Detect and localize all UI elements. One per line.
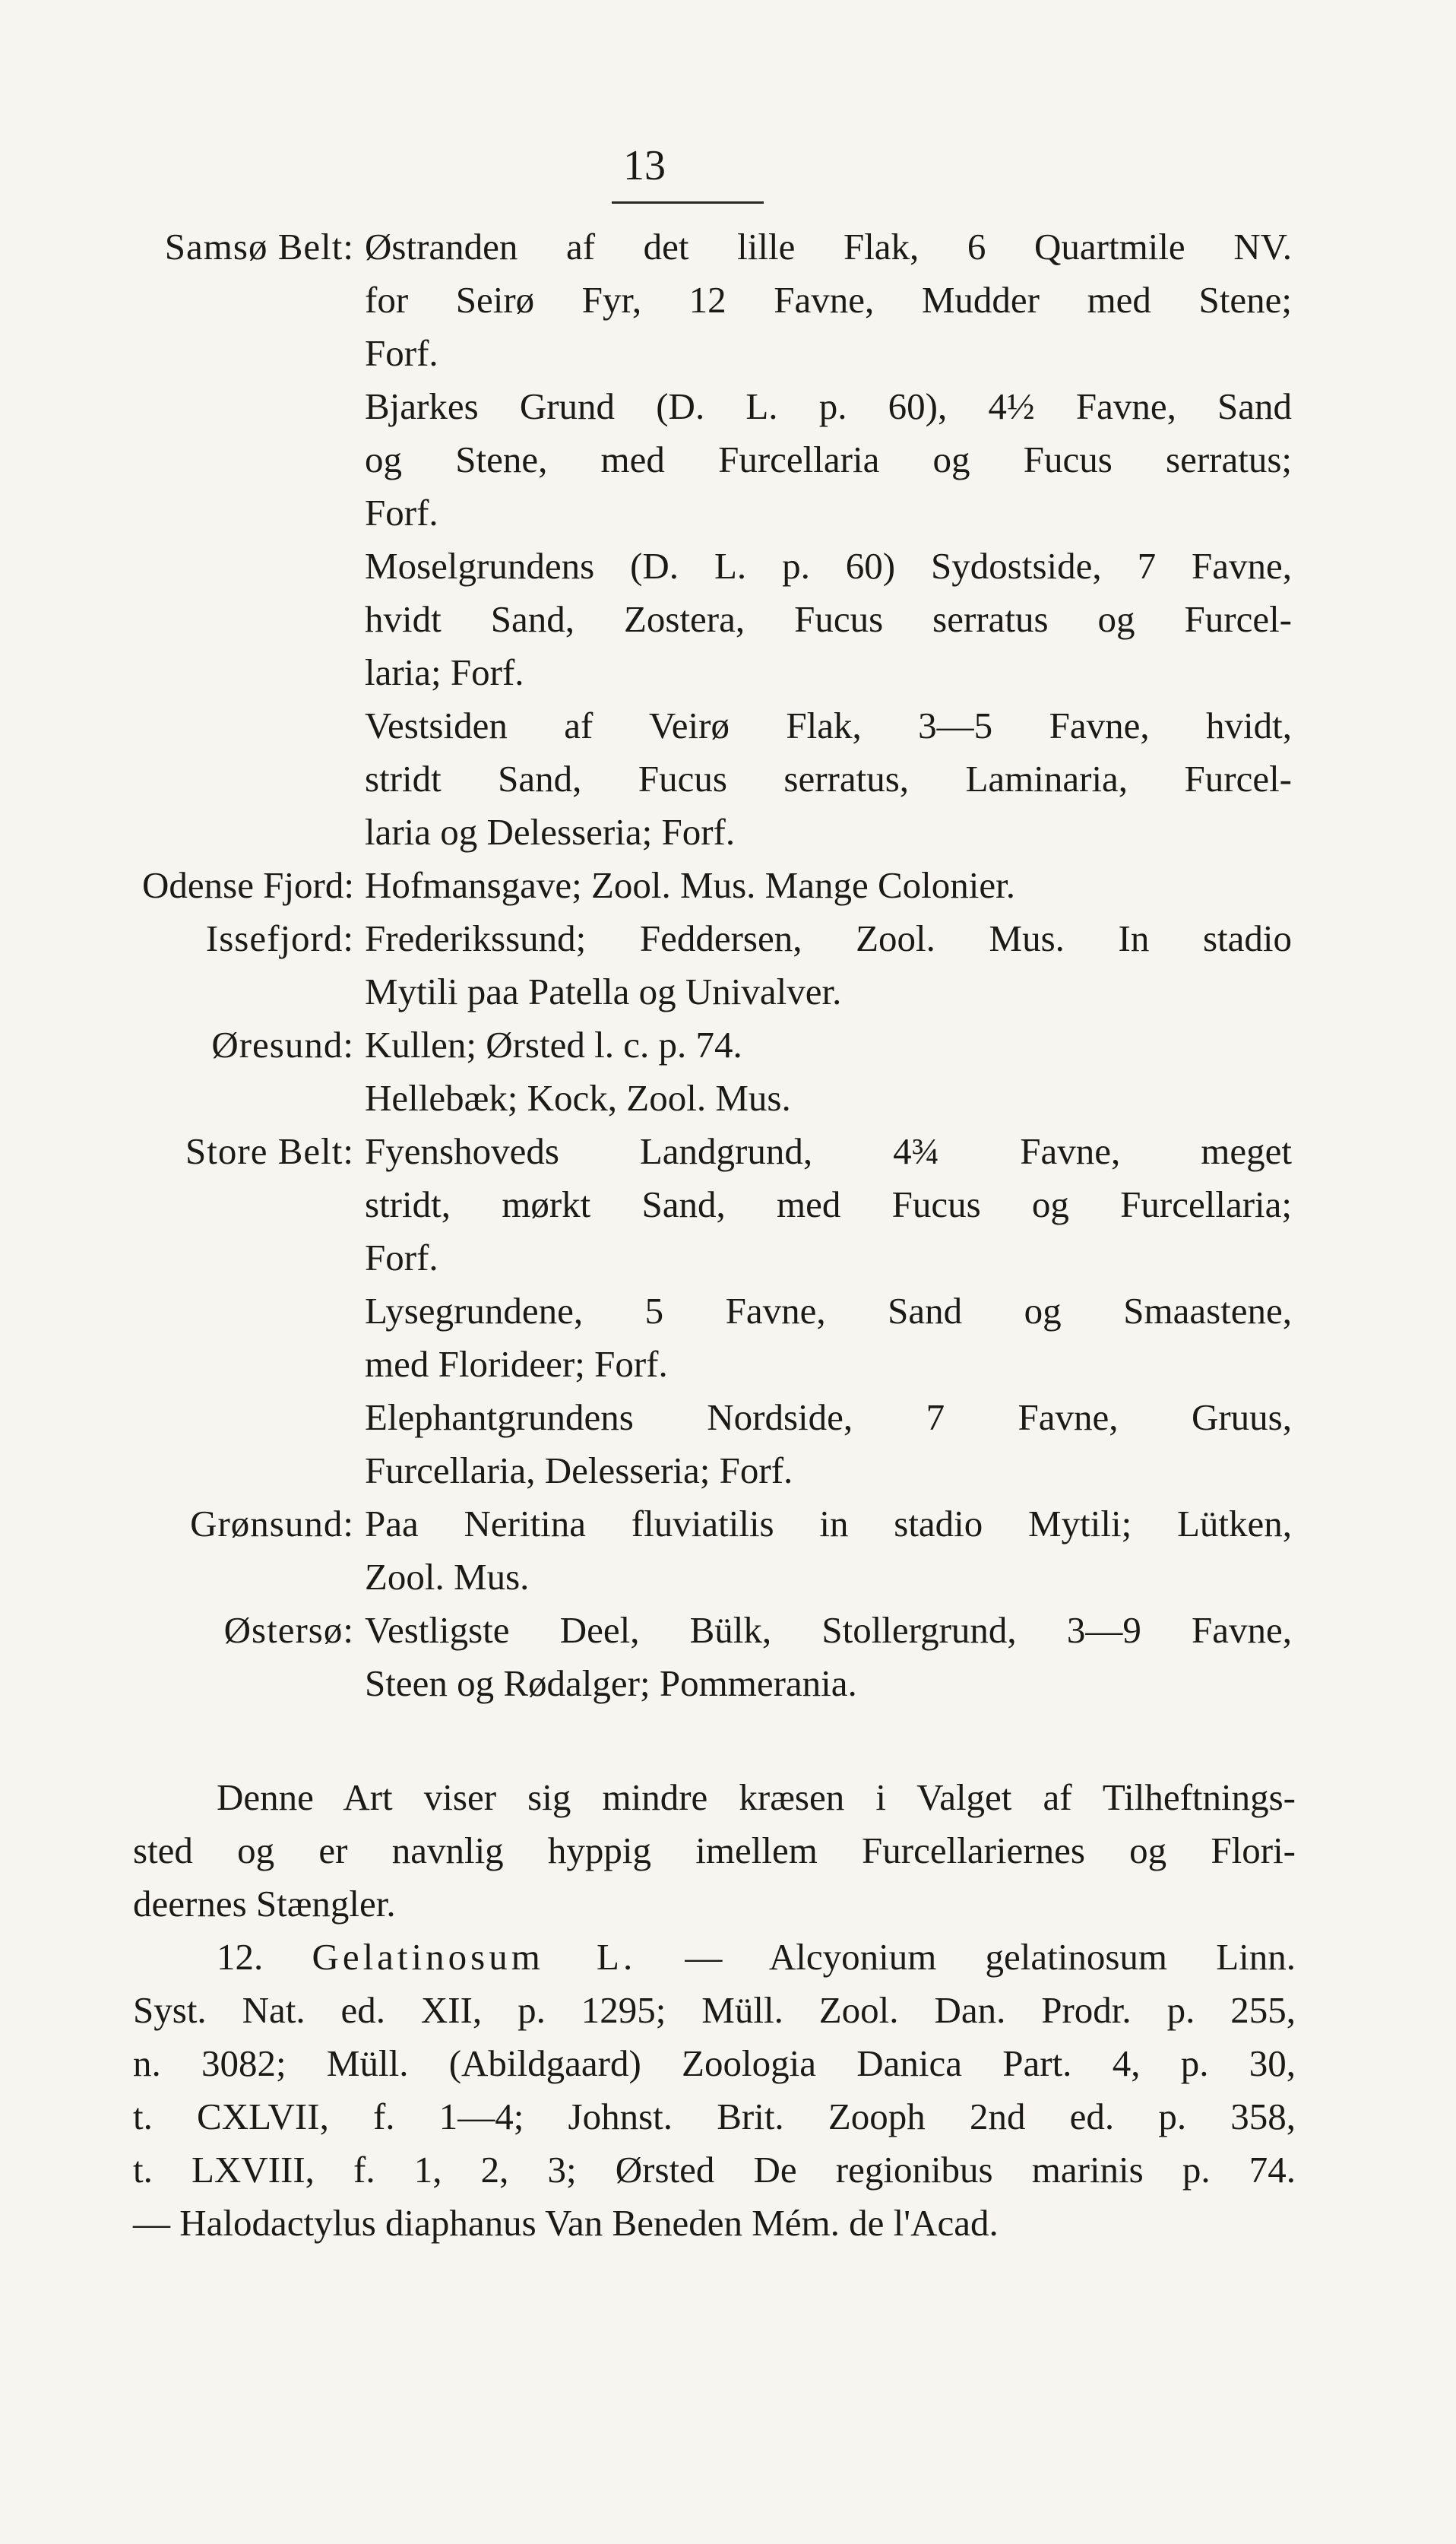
locality-entry	[122, 1285, 1292, 1391]
description-line: Zool. Mus.	[365, 1556, 530, 1598]
locality-description	[365, 1125, 1292, 1285]
description-line: Hellebæk; Kock, Zool. Mus.	[365, 1077, 791, 1119]
locality-name: Østersø:	[223, 1609, 354, 1651]
reference-line: Syst. Nat. ed. XII, p. 1295; Müll. Zool. Dan. Prodr. p. 255,	[133, 1989, 1296, 2031]
locality-name: Issefjord:	[205, 917, 354, 959]
locality-description	[365, 1072, 1292, 1125]
description-line: Fyenshoveds Landgrund, 4¾ Favne, meget	[365, 1130, 1292, 1172]
locality-name	[122, 540, 365, 699]
description-line: Bjarkes Grund (D. L. p. 60), 4½ Favne, Sand	[365, 385, 1292, 427]
locality-entry	[122, 380, 1292, 540]
locality-name: Store Belt:	[185, 1130, 354, 1172]
description-line: Vestligste Deel, Bülk, Stollergrund, 3—9 Favne,	[365, 1609, 1292, 1651]
paragraph-line: Denne Art viser sig mindre kræsen i Valget af Tilheftnings-	[217, 1776, 1296, 1818]
description-line: laria og Delesseria; Forf.	[365, 811, 736, 853]
locality-label: Store Belt	[185, 1130, 343, 1172]
locality-list	[122, 220, 1292, 1710]
locality-description	[365, 912, 1292, 1019]
reference-line: t. CXLVII, f. 1—4; Johnst. Brit. Zooph 2nd ed. p. 358,	[133, 2096, 1296, 2137]
locality-name: Odense Fjord:	[141, 864, 354, 906]
description-line: Vestsiden af Veirø Flak, 3—5 Favne, hvidt,	[365, 705, 1292, 746]
description-line: Forf.	[365, 492, 438, 534]
reference-line: n. 3082; Müll. (Abildgaard) Zoologia Danica Part. 4, p. 30,	[133, 2042, 1296, 2084]
description-line: for Seirø Fyr, 12 Favne, Mudder med Stene;	[365, 279, 1292, 321]
description-line: Steen og Rødalger; Pommerania.	[365, 1662, 857, 1704]
locality-entry	[122, 912, 1292, 1019]
description-line: Mytili paa Patella og Univalver.	[365, 971, 842, 1012]
locality-entry	[122, 1072, 1292, 1125]
locality-description	[365, 540, 1292, 699]
locality-name	[122, 1285, 365, 1391]
locality-name	[122, 380, 365, 540]
locality-entry	[122, 1391, 1292, 1497]
locality-label: Grønsund	[190, 1503, 343, 1544]
paragraph-line: sted og er navnlig hyppig imellem Furcellariernes og Flori-	[133, 1830, 1296, 1871]
locality-description	[365, 1391, 1292, 1497]
locality-label: Østersø	[223, 1609, 343, 1651]
header-rule	[612, 201, 764, 204]
reference-line: — Halodactylus diaphanus Van Beneden Mém. de l'Acad.	[133, 2202, 999, 2244]
description-line: Kullen; Ørsted l. c. p. 74.	[365, 1024, 742, 1066]
description-line: Lysegrundene, 5 Favne, Sand og Smaastene,	[365, 1290, 1292, 1332]
description-line: med Florideer; Forf.	[365, 1343, 668, 1385]
locality-description	[365, 380, 1292, 540]
locality-entry	[122, 859, 1292, 912]
description-line: hvidt Sand, Zostera, Fucus serratus og Furcel-	[365, 598, 1292, 640]
paragraph-species-12	[133, 1931, 1296, 2250]
species-name: Gelatinosum L.	[312, 1936, 637, 1978]
description-line: Moselgrundens (D. L. p. 60) Sydostside, 7 Favne,	[365, 545, 1292, 587]
description-line: laria; Forf.	[365, 651, 524, 693]
locality-name	[122, 1072, 365, 1125]
paragraph-line: deernes Stængler.	[133, 1883, 396, 1925]
locality-entry	[122, 1019, 1292, 1072]
locality-name	[122, 699, 365, 859]
locality-description	[365, 1604, 1292, 1710]
locality-label: Odense Fjord	[141, 864, 344, 906]
paragraph-remark	[133, 1771, 1296, 1931]
species-heading-line	[133, 1931, 1296, 1984]
locality-label: Øresund	[211, 1024, 343, 1066]
locality-entry	[122, 699, 1292, 859]
locality-description	[365, 1019, 1292, 1072]
locality-entry	[122, 1497, 1292, 1604]
locality-name: Øresund:	[211, 1024, 354, 1066]
description-line: stridt Sand, Fucus serratus, Laminaria, Furcel-	[365, 758, 1292, 800]
locality-description	[365, 1285, 1292, 1391]
locality-description	[365, 1497, 1292, 1604]
locality-entry	[122, 540, 1292, 699]
locality-name: Grønsund:	[190, 1503, 354, 1544]
species-number: 12.	[217, 1936, 264, 1978]
locality-name: Samsø Belt:	[164, 226, 354, 268]
description-line: Furcellaria, Delesseria; Forf.	[365, 1449, 793, 1491]
locality-description	[365, 859, 1292, 912]
description-line: Forf.	[365, 332, 438, 374]
description-line: Hofmansgave; Zool. Mus. Mange Colonier.	[365, 864, 1016, 906]
locality-entry	[122, 1604, 1292, 1710]
locality-name	[122, 1391, 365, 1497]
description-line: Elephantgrundens Nordside, 7 Favne, Gruus,	[365, 1396, 1292, 1438]
species-synonym: — Alcyonium gelatinosum Linn.	[685, 1936, 1296, 1978]
locality-entry	[122, 1125, 1292, 1285]
locality-description	[365, 220, 1292, 380]
description-line: og Stene, med Furcellaria og Fucus serratus;	[365, 439, 1292, 480]
locality-description	[365, 699, 1292, 859]
locality-entry	[122, 220, 1292, 380]
reference-line: t. LXVIII, f. 1, 2, 3; Ørsted De regionibus marinis p. 74.	[133, 2149, 1296, 2191]
description-line: Østranden af det lille Flak, 6 Quartmile NV.	[365, 226, 1292, 268]
locality-label: Samsø Belt	[164, 226, 343, 268]
description-line: Paa Neritina fluviatilis in stadio Mytili; Lütken,	[365, 1503, 1292, 1544]
description-line: stridt, mørkt Sand, med Fucus og Furcellaria;	[365, 1183, 1292, 1225]
locality-label: Issefjord	[205, 917, 343, 959]
description-line: Forf.	[365, 1237, 438, 1278]
description-line: Frederikssund; Feddersen, Zool. Mus. In stadio	[365, 917, 1292, 959]
page-number: 13	[623, 142, 666, 189]
